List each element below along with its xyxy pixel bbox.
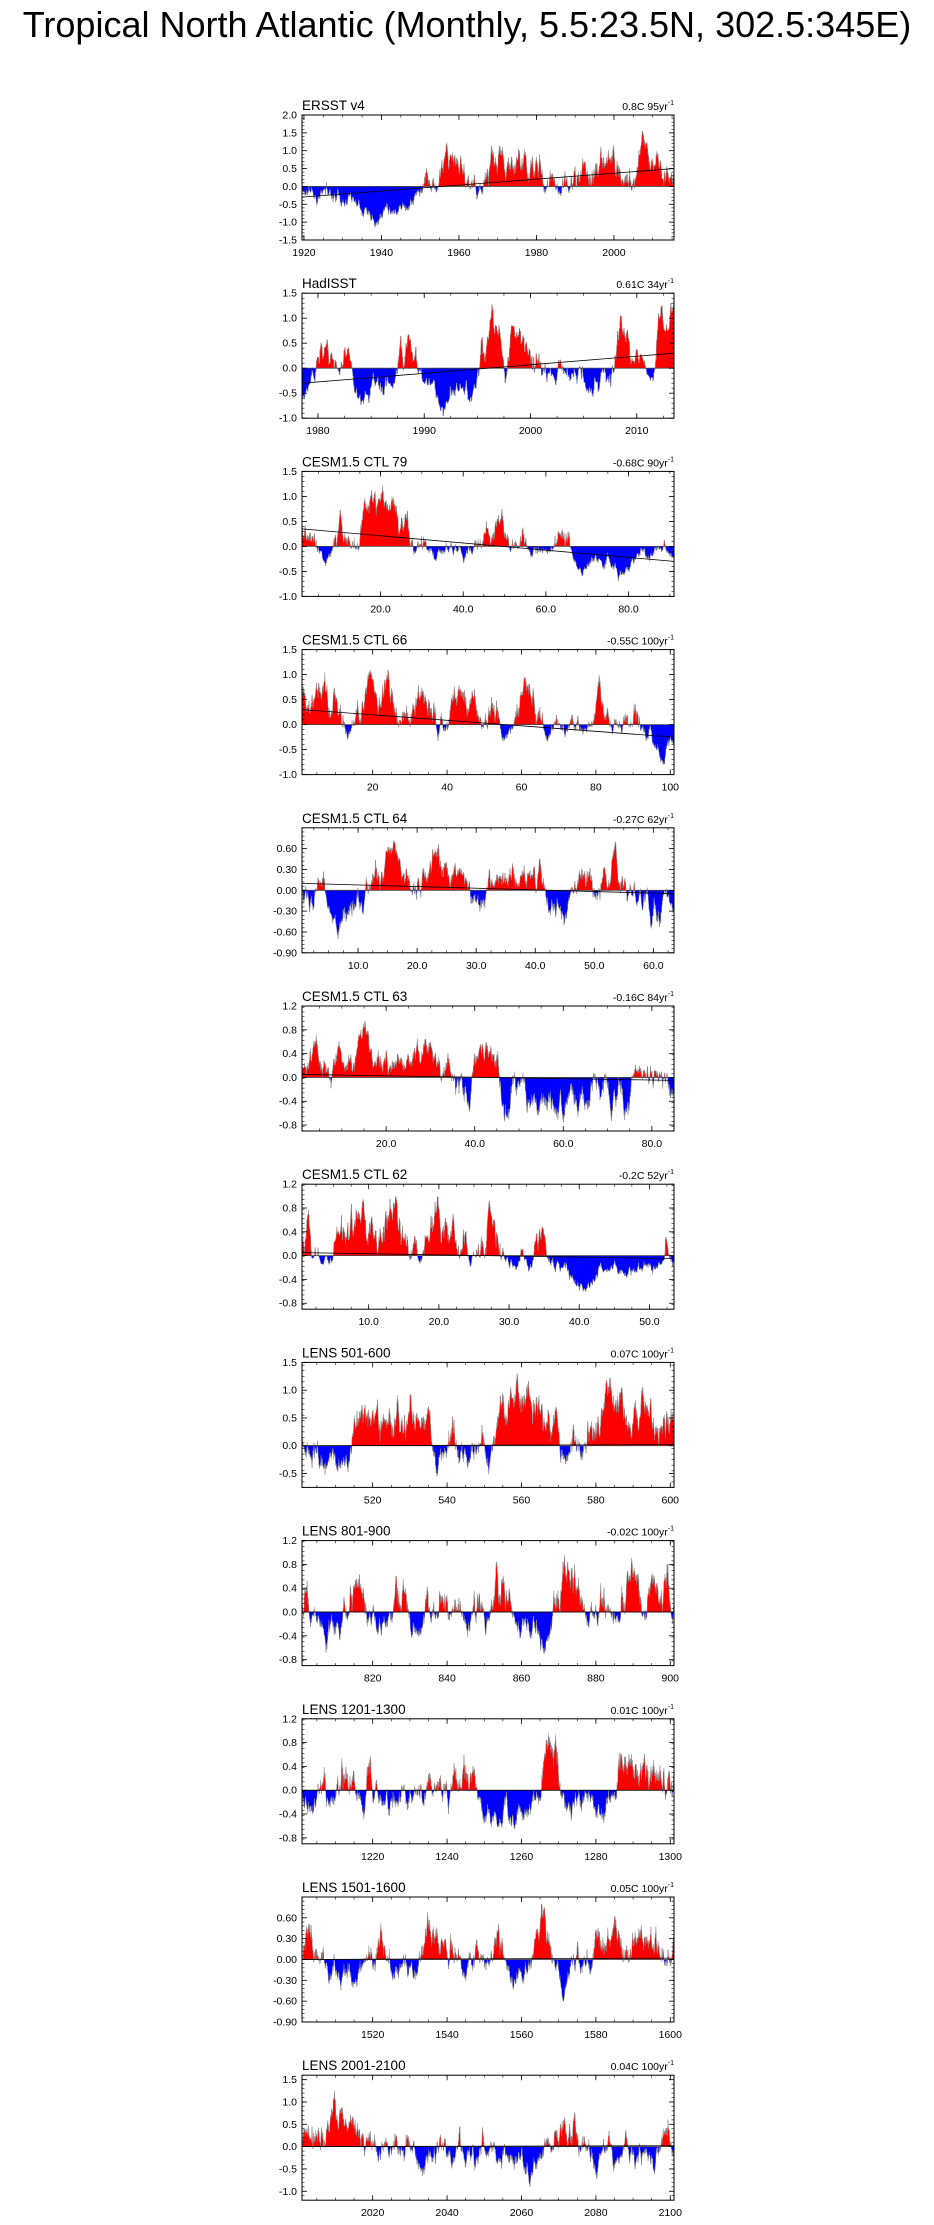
y-tick-label: 0.5: [282, 694, 297, 707]
y-tick-label: 0.00: [276, 1954, 297, 1966]
y-tick-label: 2.0: [282, 109, 297, 122]
x-tick-label: 1940: [369, 247, 394, 259]
y-tick-label: 0.8: [282, 1558, 297, 1571]
y-tick-label: 0.8: [282, 1024, 297, 1037]
x-tick-label: 1240: [435, 1850, 459, 1863]
y-tick-label: 0.0: [282, 540, 297, 553]
x-tick-label: 2100: [658, 2207, 682, 2220]
x-tick-label: 60: [515, 781, 528, 794]
x-tick-label: 520: [363, 1494, 382, 1507]
y-tick-label: 1.2: [282, 1000, 297, 1013]
y-tick-label: -0.4: [278, 1273, 297, 1286]
x-tick-label: 560: [512, 1494, 531, 1507]
x-tick-label: 1280: [584, 1850, 608, 1863]
y-tick-label: 1.5: [282, 465, 297, 478]
x-tick-label: 1580: [584, 2029, 608, 2041]
x-tick-label: 860: [512, 1672, 531, 1685]
y-tick-label: -0.60: [273, 1995, 297, 2008]
y-tick-label: 0.4: [282, 1582, 297, 1595]
x-tick-label: 30.0: [465, 959, 487, 972]
x-tick-label: 2060: [509, 2207, 534, 2220]
trend-label: 0.01C $100yr^{-1}$: [610, 1703, 674, 1717]
x-tick-label: 1980: [306, 425, 330, 438]
panel-4: [279, 633, 679, 794]
y-tick-label: 1.5: [282, 127, 297, 140]
y-tick-label: 0.8: [282, 1202, 297, 1215]
y-tick-label: 0.8: [282, 1737, 297, 1750]
x-tick-label: 30.0: [498, 1316, 520, 1329]
y-tick-label: 0.5: [282, 163, 297, 176]
panel-title: LENS 1201-1300: [302, 1701, 406, 1717]
y-tick-label: -0.8: [278, 1832, 297, 1845]
y-tick-label: 1.0: [282, 312, 297, 325]
panel-1: [279, 98, 674, 259]
x-tick-label: 100: [661, 781, 680, 794]
y-tick-label: -0.90: [273, 947, 297, 960]
y-tick-label: 0.0: [282, 1440, 297, 1453]
y-tick-label: 0.0: [282, 1606, 297, 1619]
panel-title: LENS 2001-2100: [302, 2058, 406, 2074]
x-tick-label: 60.0: [553, 1138, 574, 1150]
x-tick-label: 1990: [412, 425, 436, 438]
y-tick-label: 0.0: [282, 1250, 297, 1263]
y-tick-label: 0.4: [282, 1226, 297, 1239]
y-tick-label: 1.5: [282, 1356, 297, 1369]
x-tick-label: 40.0: [569, 1316, 590, 1329]
y-tick-label: 0.0: [282, 1071, 297, 1084]
x-tick-label: 1260: [509, 1850, 534, 1863]
trend-label: -0.02C $100yr^{-1}$: [607, 1525, 674, 1539]
x-tick-label: 1540: [435, 2029, 459, 2041]
panel-title: HadISST: [302, 276, 357, 292]
y-tick-label: 0.5: [282, 1412, 297, 1425]
y-tick-label: -0.60: [273, 926, 297, 939]
negative-anomaly-bars: [342, 725, 674, 765]
x-tick-label: 80: [590, 781, 602, 794]
y-tick-label: -1.0: [278, 590, 297, 603]
x-tick-label: 40: [441, 781, 453, 794]
y-tick-label: 0.5: [282, 337, 297, 350]
panel-title: CESM1.5 CTL 62: [302, 1167, 408, 1183]
y-tick-label: -0.4: [278, 1808, 297, 1821]
y-tick-label: 1.2: [282, 1713, 297, 1726]
y-tick-label: 0.5: [282, 2118, 297, 2131]
x-tick-label: 600: [661, 1494, 680, 1507]
x-tick-label: 840: [438, 1672, 456, 1685]
y-tick-label: 1.0: [282, 490, 297, 503]
x-tick-label: 1560: [509, 2029, 534, 2041]
x-tick-label: 60.0: [535, 603, 557, 616]
x-tick-label: 880: [587, 1672, 605, 1685]
panel-title: CESM1.5 CTL 63: [302, 989, 408, 1004]
panel-6: [279, 989, 674, 1150]
trend-label: -0.68C $90yr^{-1}$: [612, 456, 674, 470]
x-tick-label: 540: [438, 1494, 456, 1507]
panel-title: CESM1.5 CTL 79: [302, 454, 408, 470]
y-tick-label: 0.0: [282, 1784, 297, 1797]
y-tick-label: -0.4: [278, 1095, 297, 1108]
y-tick-label: -0.90: [273, 2016, 297, 2029]
y-tick-label: -1.5: [278, 234, 297, 247]
x-tick-label: 80.0: [618, 603, 639, 616]
y-tick-label: -1.0: [278, 2185, 297, 2198]
y-tick-label: -0.5: [278, 744, 297, 757]
y-tick-label: 0.0: [282, 180, 297, 193]
y-tick-label: 0.30: [276, 863, 297, 876]
x-tick-label: 1520: [361, 2029, 385, 2041]
x-tick-label: 580: [587, 1494, 605, 1507]
y-tick-label: 1.0: [282, 1384, 297, 1397]
y-tick-label: -0.8: [278, 1119, 297, 1132]
panel-3: [279, 454, 674, 615]
y-tick-label: 1.0: [282, 145, 297, 158]
y-tick-label: 0.60: [276, 843, 297, 856]
x-tick-label: 80.0: [641, 1138, 663, 1150]
y-tick-label: 1.5: [282, 2074, 297, 2087]
panel-title: LENS 801-900: [302, 1523, 391, 1539]
negative-anomaly-bars: [316, 546, 674, 581]
positive-anomaly-bars: [302, 840, 667, 890]
y-tick-label: 0.60: [276, 1912, 297, 1925]
panel-11: [273, 1880, 682, 2041]
x-tick-label: 40.0: [452, 603, 474, 616]
x-tick-label: 20.0: [428, 1316, 450, 1329]
panel-8: [279, 1345, 679, 1506]
panel-9: [279, 1524, 679, 1685]
panel-title: CESM1.5 CTL 66: [302, 632, 408, 648]
x-tick-label: 40.0: [525, 959, 546, 972]
y-tick-label: 1.0: [282, 669, 297, 682]
panel-7: [279, 1167, 674, 1328]
x-tick-label: 40.0: [464, 1138, 485, 1150]
y-tick-label: -0.5: [278, 198, 297, 211]
panel-5: [273, 811, 674, 972]
panel-10: [279, 1702, 682, 1863]
y-tick-label: -0.5: [278, 1468, 297, 1481]
trend-label: 0.07C $100yr^{-1}$: [610, 1347, 674, 1361]
panel-title: LENS 501-600: [302, 1345, 391, 1361]
y-tick-label: 0.00: [276, 884, 297, 897]
x-tick-label: 1600: [658, 2029, 682, 2041]
x-tick-label: 2080: [584, 2207, 608, 2220]
y-tick-label: 0.0: [282, 362, 297, 375]
panel-title: LENS 1501-1600: [302, 1880, 406, 1895]
x-tick-label: 10.0: [358, 1316, 379, 1329]
y-tick-label: 1.5: [282, 287, 297, 300]
x-tick-label: 2000: [602, 247, 626, 259]
page-title: Tropical North Atlantic (Monthly, 5.5:23.5N, 302.5:345E): [22, 4, 912, 45]
x-tick-label: 20.0: [406, 959, 428, 972]
trend-label: -0.27C $62yr^{-1}$: [612, 812, 674, 826]
y-tick-label: 1.2: [282, 1178, 297, 1191]
x-tick-label: 2000: [518, 425, 543, 438]
x-tick-label: 20.0: [375, 1138, 397, 1150]
y-tick-label: -0.30: [273, 1974, 297, 1987]
y-tick-label: 1.0: [282, 2096, 297, 2109]
y-tick-label: -1.0: [278, 769, 297, 782]
negative-anomaly-bars: [303, 1960, 672, 2002]
y-tick-label: 0.4: [282, 1048, 297, 1061]
y-tick-label: -0.8: [278, 1654, 297, 1667]
panel-12: [279, 2058, 682, 2219]
x-tick-label: 60.0: [643, 959, 664, 972]
positive-anomaly-bars: [302, 670, 640, 725]
x-tick-label: 820: [363, 1672, 382, 1685]
x-tick-label: 2020: [361, 2207, 385, 2220]
positive-anomaly-bars: [316, 303, 674, 368]
y-tick-label: 0.5: [282, 515, 297, 528]
y-tick-label: -0.4: [278, 1630, 297, 1643]
panel-title: CESM1.5 CTL 64: [302, 810, 408, 826]
y-tick-label: -0.8: [278, 1297, 297, 1310]
y-tick-label: 0.30: [276, 1933, 297, 1946]
trend-label: -0.2C $52yr^{-1}$: [618, 1169, 674, 1183]
panel-title: ERSST v4: [302, 98, 365, 113]
positive-anomaly-bars: [302, 2091, 671, 2147]
x-tick-label: 10.0: [347, 959, 369, 972]
y-tick-label: -0.30: [273, 905, 297, 918]
y-tick-label: -1.0: [278, 412, 297, 425]
trend-label: -0.16C $84yr^{-1}$: [612, 991, 674, 1004]
y-tick-label: 0.0: [282, 719, 297, 732]
x-tick-label: 20: [366, 781, 379, 794]
trend-label: 0.8C $95yr^{-1}$: [622, 100, 674, 113]
y-tick-label: 1.5: [282, 644, 297, 657]
x-tick-label: 2010: [625, 425, 649, 438]
trend-label: 0.04C $100yr^{-1}$: [610, 2060, 674, 2074]
y-tick-label: -0.5: [278, 565, 297, 578]
x-tick-label: 1220: [361, 1850, 385, 1863]
x-tick-label: 1300: [658, 1850, 682, 1863]
x-tick-label: 1920: [292, 247, 316, 259]
positive-anomaly-bars: [309, 131, 674, 186]
panel-2: [279, 276, 674, 437]
x-tick-label: 1980: [524, 247, 549, 259]
trend-label: 0.05C $100yr^{-1}$: [610, 1882, 674, 1895]
y-tick-label: -1.0: [278, 216, 297, 229]
trend-label: 0.61C $34yr^{-1}$: [616, 278, 674, 292]
x-tick-label: 900: [661, 1672, 680, 1685]
y-tick-label: 0.4: [282, 1760, 297, 1773]
y-tick-label: 0.0: [282, 2141, 297, 2154]
y-tick-label: 1.2: [282, 1535, 297, 1548]
x-tick-label: 50.0: [639, 1316, 660, 1329]
trend-label: -0.55C $100yr^{-1}$: [607, 634, 674, 648]
x-tick-label: 20.0: [370, 603, 391, 616]
x-tick-label: 50.0: [584, 959, 605, 972]
y-tick-label: -0.5: [278, 387, 297, 400]
x-tick-label: 2040: [435, 2207, 459, 2220]
y-tick-label: -0.5: [278, 2163, 297, 2176]
x-tick-label: 1960: [447, 247, 471, 259]
